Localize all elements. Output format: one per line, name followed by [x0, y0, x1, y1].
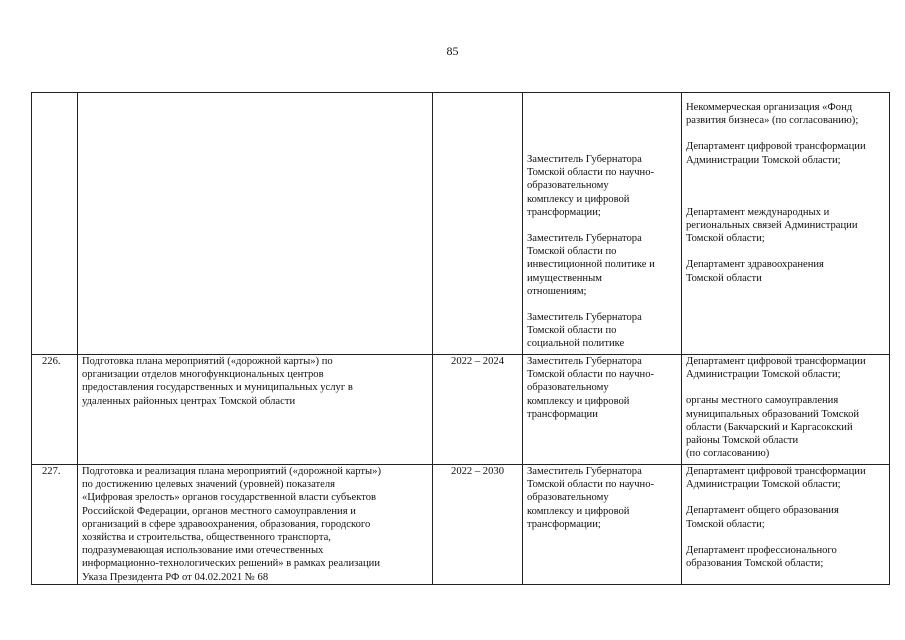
period-cell: 2022 – 2030	[433, 465, 523, 585]
responsible-cell	[523, 93, 682, 355]
executor-entry: Некоммерческая организация «Фонд развития бизнеса» (по согласованию);	[686, 102, 859, 127]
responsible-entry: Заместитель Губернатора Томской области по научно- образовательному комплексу и цифровой трансформации;	[527, 466, 655, 530]
executors-cell	[682, 93, 890, 355]
responsible-cell	[523, 465, 682, 585]
executor-entry	[686, 491, 885, 504]
executor-entry: Департамент профессионального образования Томской области;	[686, 544, 837, 570]
responsible-entry: Заместитель Губернатора Томской области по научно- образовательному комплексу и цифровой трансформации	[527, 356, 655, 420]
row-number: 226.	[32, 355, 78, 465]
executor-entry	[686, 167, 885, 180]
responsible-entry	[527, 140, 677, 153]
responsible-entry	[527, 114, 677, 127]
executor-entry	[686, 193, 885, 206]
responsible-entry	[527, 219, 677, 232]
executor-entry: Департамент здравоохранения Томской области	[686, 259, 824, 284]
responsible-cell	[523, 355, 682, 465]
table-row	[32, 465, 890, 585]
table-row	[32, 93, 890, 355]
executor-entry	[686, 381, 885, 394]
row-number: 227.	[32, 465, 78, 585]
period-cell	[433, 93, 523, 355]
executor-entry: Департамент цифровой трансформации Администрации Томской области;	[686, 141, 866, 166]
executor-entry	[686, 245, 885, 258]
period-cell: 2022 – 2024	[433, 355, 523, 465]
executors-cell	[682, 465, 890, 585]
table-row	[32, 355, 890, 465]
responsible-entry: Заместитель Губернатора Томской области по научно- образовательному комплексу и цифровой трансформации;	[527, 154, 655, 218]
responsible-entry: Заместитель Губернатора Томской области по инвестиционной политике и имущественным отношениям;	[527, 233, 655, 297]
responsible-entry	[527, 127, 677, 140]
responsible-entry	[527, 101, 677, 114]
executor-entry	[686, 127, 885, 140]
executor-entry: Департамент международных и региональных связей Администрации Томской области;	[686, 206, 858, 245]
executor-entry: Департамент цифровой трансформации Администрации Томской области;	[686, 356, 866, 381]
row-number	[32, 93, 78, 355]
activity-cell: Подготовка плана мероприятий («дорожной карты») по организации отделов многофункциональных центров предоставления государственных и муниципальных услуг в удаленных районных центрах Томской области	[78, 355, 433, 465]
executor-entry	[686, 180, 885, 193]
executor-entry	[686, 531, 885, 544]
responsible-entry: Заместитель Губернатора Томской области по социальной политике	[527, 312, 642, 350]
responsible-entry	[527, 298, 677, 311]
executors-cell	[682, 355, 890, 465]
activity-cell	[78, 93, 433, 355]
activity-cell: Подготовка и реализация плана мероприятий («дорожной карты») по достижению целевых значений (уровней) показателя «Цифровая зрелость» органов государственной власти субъектов Российской Федерации, органов местного самоуправления и организаций в сфере здравоохранения, образования, городского хозяйства и строительства, общественного транспорта, подразумевающая использование ими отечественных информационно-технологических решений» в рамках реализации Указа Президента РФ от 04.02.2021 № 68	[78, 465, 433, 585]
measures-table	[31, 92, 890, 585]
executor-entry: органы местного самоуправления муниципальных образований Томской области (Бакчарский и Каргасокский районы Томской области (по согласованию)	[686, 395, 860, 460]
page-number: 85	[446, 44, 459, 58]
executor-entry: Департамент цифровой трансформации Администрации Томской области;	[686, 466, 866, 491]
executor-entry: Департамент общего образования Томской области;	[686, 505, 839, 530]
